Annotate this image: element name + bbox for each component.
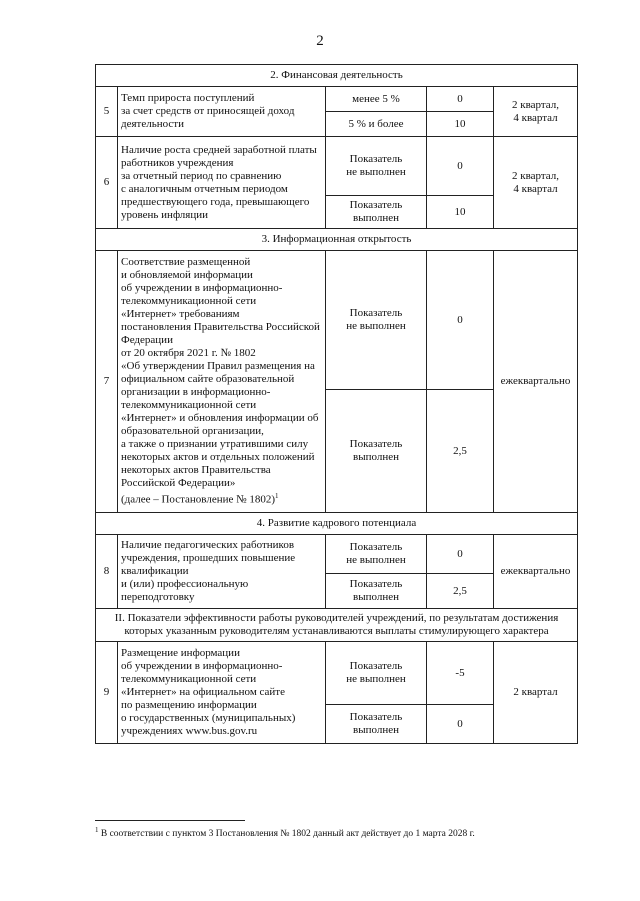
row-number: 6 xyxy=(96,137,118,229)
section-header-info-openness xyxy=(96,229,578,251)
score-cell: 0 xyxy=(427,137,494,196)
condition-cell: Показатель не выполнен xyxy=(326,642,427,705)
condition-cell: Показатель выполнен xyxy=(326,196,427,229)
score-cell: 2,5 xyxy=(427,390,494,513)
criteria-table xyxy=(95,64,578,744)
criterion-text: Наличие педагогических работников учреждения, прошедших повышение квалификации и (или) профессиональную переподготовку xyxy=(118,535,326,609)
footnote-text: В соответствии с пунктом 3 Постановления № 1802 данный акт действует до 1 марта 2028 г. xyxy=(98,829,475,840)
criterion-text-body: Соответствие размещенной и обновляемой информации об учреждении в информационно-телекоммуникационной сети «Интернет» требованиям постановления Правительства Российской Федерации от 20 октября 2021 г. № 1802 «Об утверждении Правил размещения на официальном сайте образовательной организации в информационно-телекоммуникационной сети «Интернет» и обновления информации об образовательной организации, а также о признании утратившими силу некоторых актов и отдельных положений некоторых актов Правительства Российской Федерации» (далее – Постановление № 1802) xyxy=(121,256,320,506)
condition-cell: менее 5 % xyxy=(326,87,427,112)
criterion-text: Наличие роста средней заработной платы работников учреждения за отчетный период по сравнению с аналогичным отчетным периодом предшествующего года, превышающего уровень инфляции xyxy=(118,137,326,229)
section-header-hr xyxy=(96,513,578,535)
row-number: 9 xyxy=(96,642,118,744)
footnote-mark: 1 xyxy=(275,492,279,501)
row-number: 8 xyxy=(96,535,118,609)
criterion-text: Темп прироста поступлений за счет средств от приносящей доход деятельности xyxy=(118,87,326,137)
period-cell: 2 квартал xyxy=(494,642,578,744)
section-title: 4. Развитие кадрового потенциала xyxy=(96,513,578,535)
condition-cell: Показатель выполнен xyxy=(326,574,427,609)
condition-cell: Показатель выполнен xyxy=(326,390,427,513)
period-cell: ежеквартально xyxy=(494,535,578,609)
score-cell: 0 xyxy=(427,705,494,744)
score-cell: 0 xyxy=(427,535,494,574)
row-number: 7 xyxy=(96,251,118,513)
section-header-financial xyxy=(96,65,578,87)
footnote-divider xyxy=(95,820,245,821)
condition-cell: Показатель не выполнен xyxy=(326,137,427,196)
period-cell: ежеквартально xyxy=(494,251,578,513)
table-row-6 xyxy=(96,137,578,196)
criterion-text xyxy=(118,251,326,513)
condition-cell: 5 % и более xyxy=(326,112,427,137)
section-title: 2. Финансовая деятельность xyxy=(96,65,578,87)
score-cell: 0 xyxy=(427,87,494,112)
score-cell: 10 xyxy=(427,196,494,229)
table-row-9 xyxy=(96,642,578,705)
table-row-5 xyxy=(96,87,578,112)
condition-cell: Показатель не выполнен xyxy=(326,535,427,574)
section-title: 3. Информационная открытость xyxy=(96,229,578,251)
footnote-mark: 1 xyxy=(95,826,99,834)
period-cell: 2 квартал, 4 квартал xyxy=(494,87,578,137)
score-cell: 10 xyxy=(427,112,494,137)
condition-cell: Показатель не выполнен xyxy=(326,251,427,390)
score-cell: 0 xyxy=(427,251,494,390)
table-row-7 xyxy=(96,251,578,390)
section-header-part2 xyxy=(96,609,578,642)
footnote xyxy=(95,826,475,839)
score-cell: 2,5 xyxy=(427,574,494,609)
section-title: II. Показатели эффективности работы руководителей учреждений, по результатам достижения которых указанным руководителям устанавливаются выплаты стимулирующего характера xyxy=(96,609,578,642)
condition-cell: Показатель выполнен xyxy=(326,705,427,744)
score-cell: -5 xyxy=(427,642,494,705)
row-number: 5 xyxy=(96,87,118,137)
criterion-text: Размещение информации об учреждении в информационно-телекоммуникационной сети «Интернет» на официальном сайте по размещению информации о государственных (муниципальных) учреждениях www.bus.gov.ru xyxy=(118,642,326,744)
page-number: 2 xyxy=(316,33,324,49)
table-row-8 xyxy=(96,535,578,574)
period-cell: 2 квартал, 4 квартал xyxy=(494,137,578,229)
